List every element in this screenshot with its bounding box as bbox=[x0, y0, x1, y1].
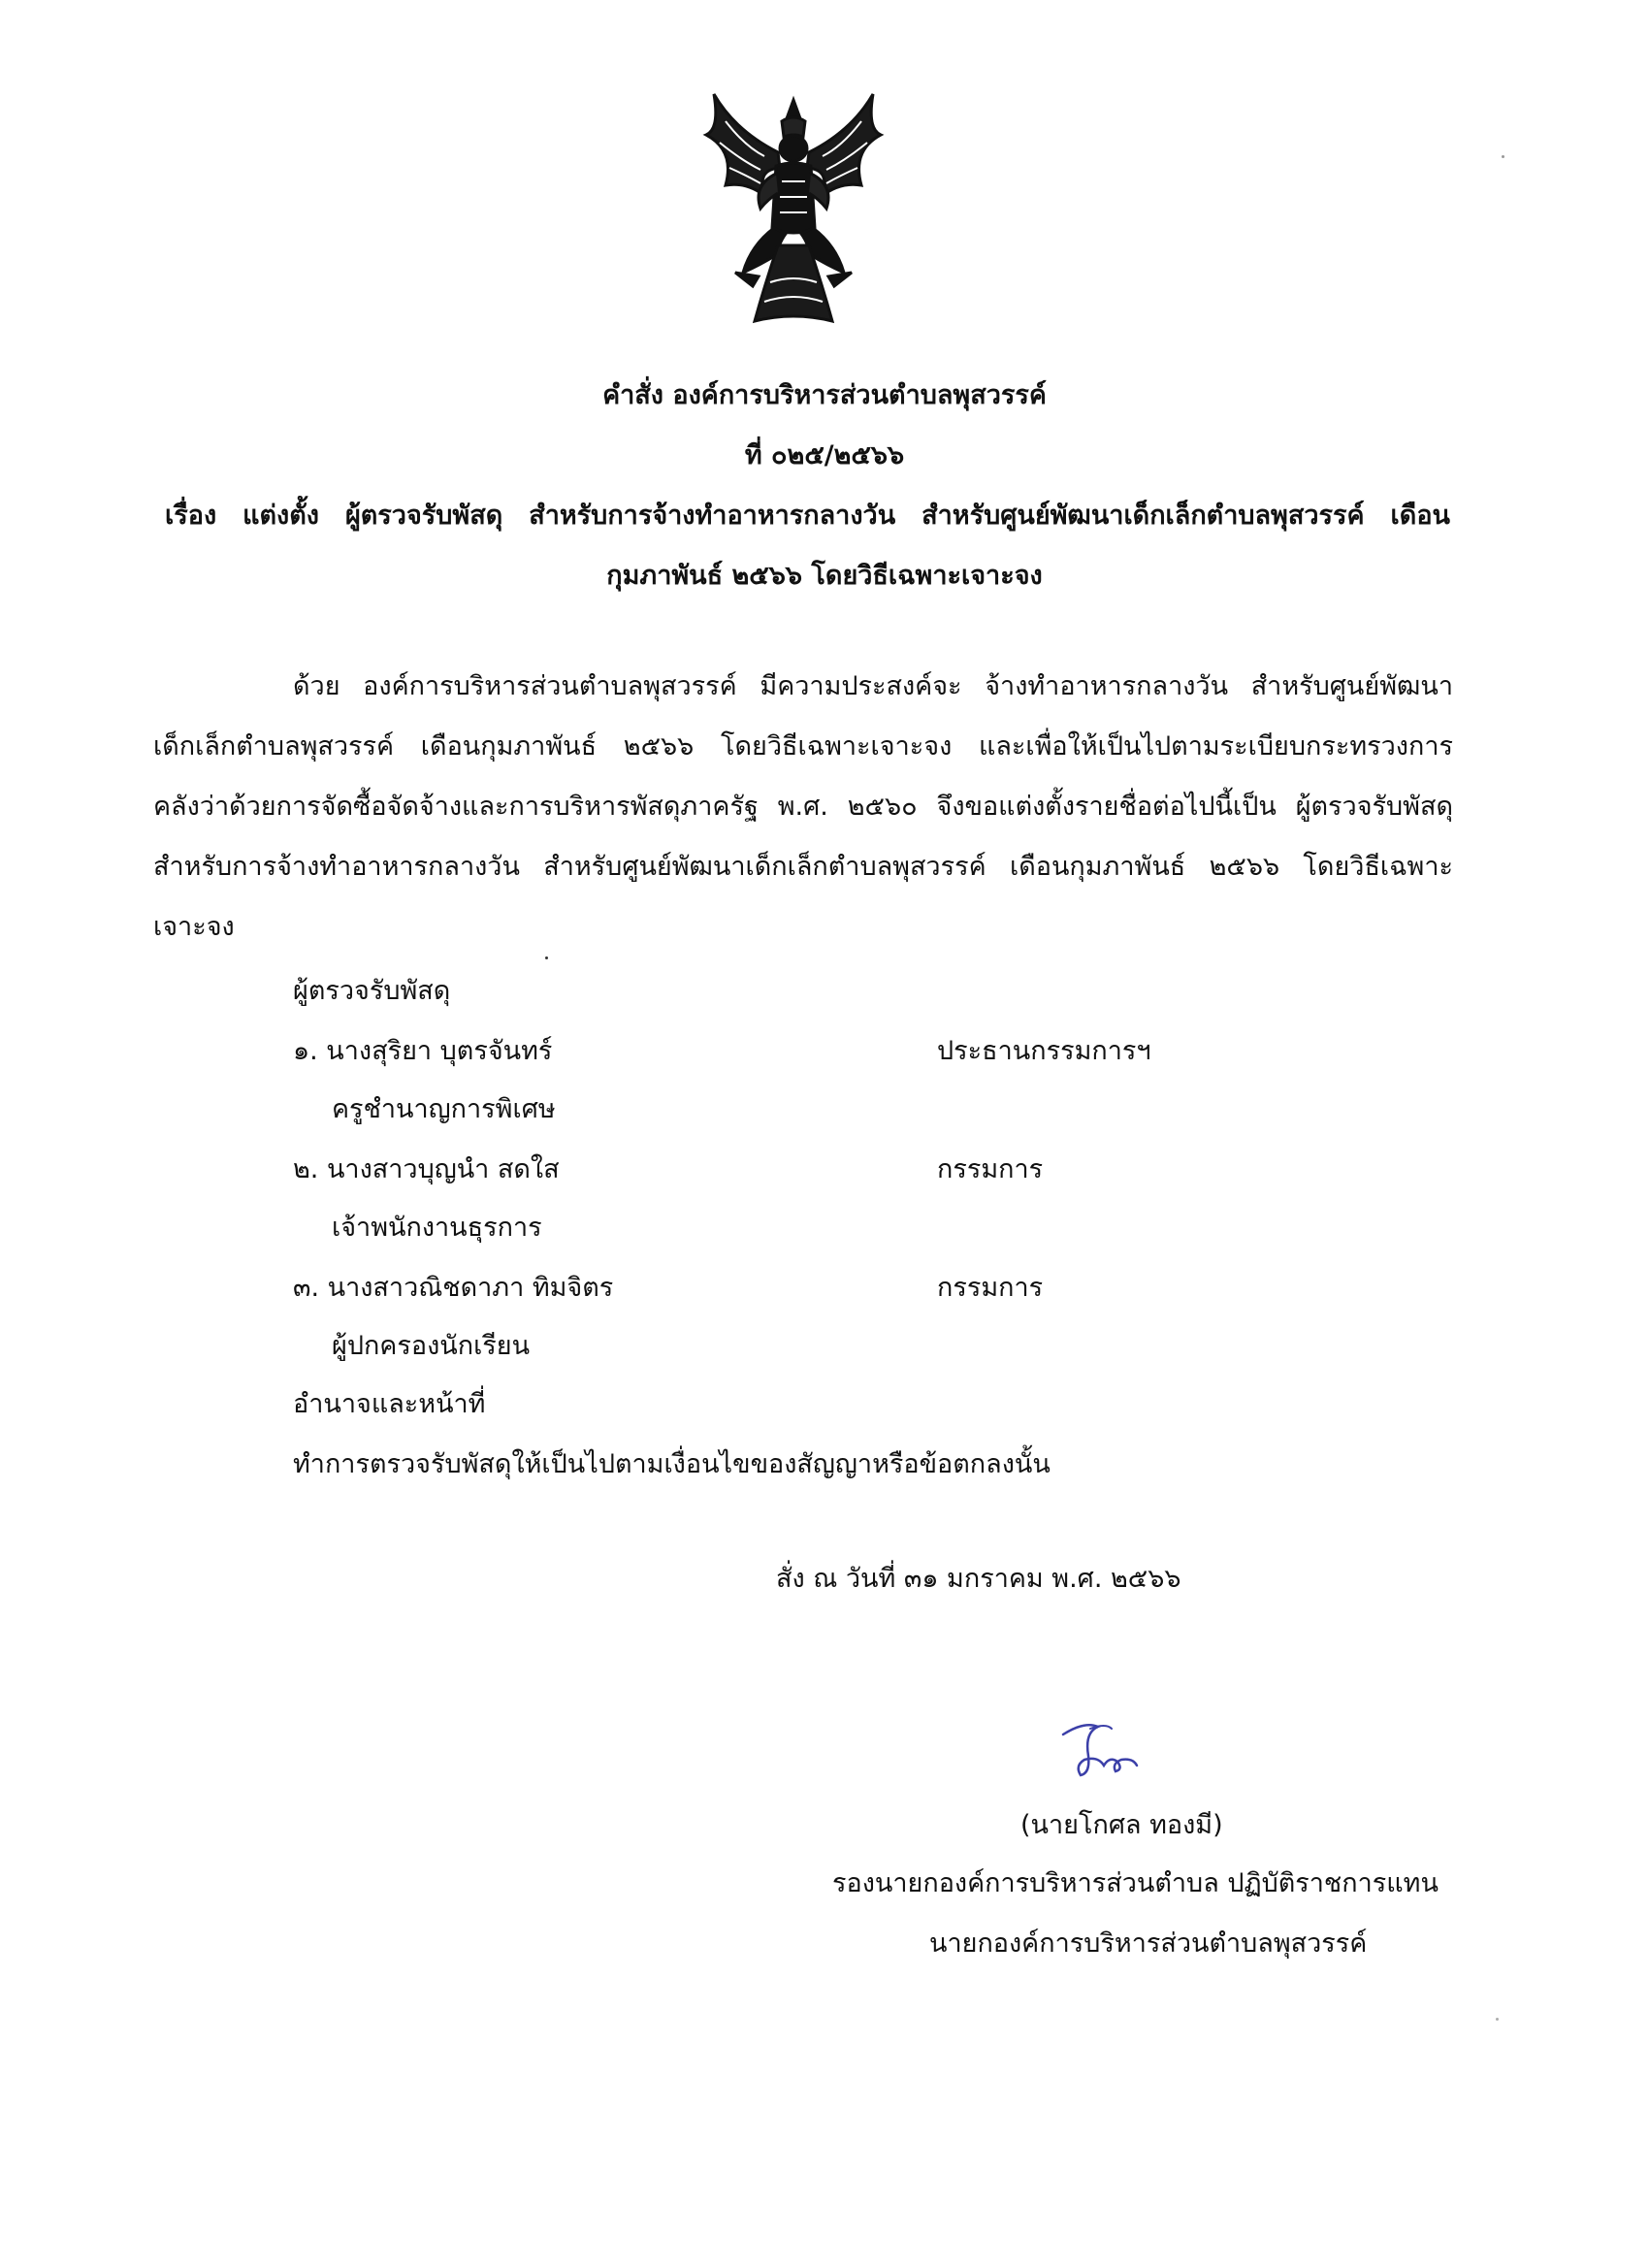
scan-speck bbox=[1502, 155, 1504, 158]
member-2-role: กรรมการ bbox=[937, 1154, 1044, 1184]
paragraph-line-4: สำหรับการจ้างทำอาหารกลางวัน สำหรับศูนย์พัฒนาเด็กเล็กตำบลพุสวรรค์ เดือนกุมภาพันธ์ ๒๕๖๖ โดยวิธีเฉพาะ bbox=[153, 852, 1453, 882]
scan-speck bbox=[1496, 2018, 1499, 2021]
member-2-name: ๒. นางสาวบุญนำ สดใส bbox=[293, 1154, 560, 1184]
member-3-position: ผู้ปกครองนักเรียน bbox=[332, 1331, 531, 1361]
signer-name: (นายโกศล ทองมี) bbox=[1020, 1810, 1223, 1840]
scan-speck bbox=[545, 956, 548, 959]
signature-mark bbox=[1055, 1717, 1143, 1785]
order-date: สั่ง ณ วันที่ ๓๑ มกราคม พ.ศ. ๒๕๖๖ bbox=[776, 1564, 1181, 1594]
paragraph-line-3: คลังว่าด้วยการจัดซื้อจัดจ้างและการบริหารพัสดุภาครัฐ พ.ศ. ๒๕๖๐ จึงขอแต่งตั้งรายชื่อต่อไปนี้เป็น ผู้ตรวจรับพัสดุ bbox=[153, 792, 1453, 822]
subject-line-2: กุมภาพันธ์ ๒๕๖๖ โดยวิธีเฉพาะเจาะจง bbox=[606, 561, 1043, 591]
signer-title-line-1: รองนายกองค์การบริหารส่วนตำบล ปฏิบัติราชการแทน bbox=[832, 1868, 1439, 1898]
member-3-role: กรรมการ bbox=[937, 1273, 1044, 1303]
member-3-name: ๓. นางสาวณิชดาภา ทิมจิตร bbox=[293, 1273, 614, 1303]
member-1-position: ครูชำนาญการพิเศษ bbox=[332, 1094, 556, 1124]
duties-heading: อำนาจและหน้าที่ bbox=[293, 1389, 486, 1419]
member-1-name: ๑. นางสุริยา บุตรจันทร์ bbox=[293, 1036, 553, 1066]
member-1-role: ประธานกรรมการฯ bbox=[937, 1036, 1151, 1066]
subject-line-1: เรื่อง แต่งตั้ง ผู้ตรวจรับพัสดุ สำหรับการจ้างทำอาหารกลางวัน สำหรับศูนย์พัฒนาเด็กเล็กตำบลพุสวรรค์ เดือน bbox=[165, 501, 1450, 531]
order-number: ที่ ๐๒๕/๒๕๖๖ bbox=[744, 440, 905, 470]
duties-text: ทำการตรวจรับพัสดุให้เป็นไปตามเงื่อนไขของสัญญาหรือข้อตกลงนั้น bbox=[293, 1449, 1051, 1479]
garuda-emblem-icon bbox=[696, 92, 890, 335]
committee-heading: ผู้ตรวจรับพัสดุ bbox=[293, 976, 451, 1006]
order-title: คำสั่ง องค์การบริหารส่วนตำบลพุสวรรค์ bbox=[602, 380, 1047, 410]
paragraph-line-1: ด้วย องค์การบริหารส่วนตำบลพุสวรรค์ มีความประสงค์จะ จ้างทำอาหารกลางวัน สำหรับศูนย์พัฒนา bbox=[293, 671, 1453, 701]
signer-title-line-2: นายกองค์การบริหารส่วนตำบลพุสวรรค์ bbox=[929, 1928, 1368, 1959]
paragraph-line-5: เจาะจง bbox=[153, 912, 235, 942]
member-2-position: เจ้าพนักงานธุรการ bbox=[332, 1213, 542, 1243]
paragraph-line-2: เด็กเล็กตำบลพุสวรรค์ เดือนกุมภาพันธ์ ๒๕๖๖ โดยวิธีเฉพาะเจาะจง และเพื่อให้เป็นไปตามระเบียบกระทรวงการ bbox=[153, 731, 1453, 761]
